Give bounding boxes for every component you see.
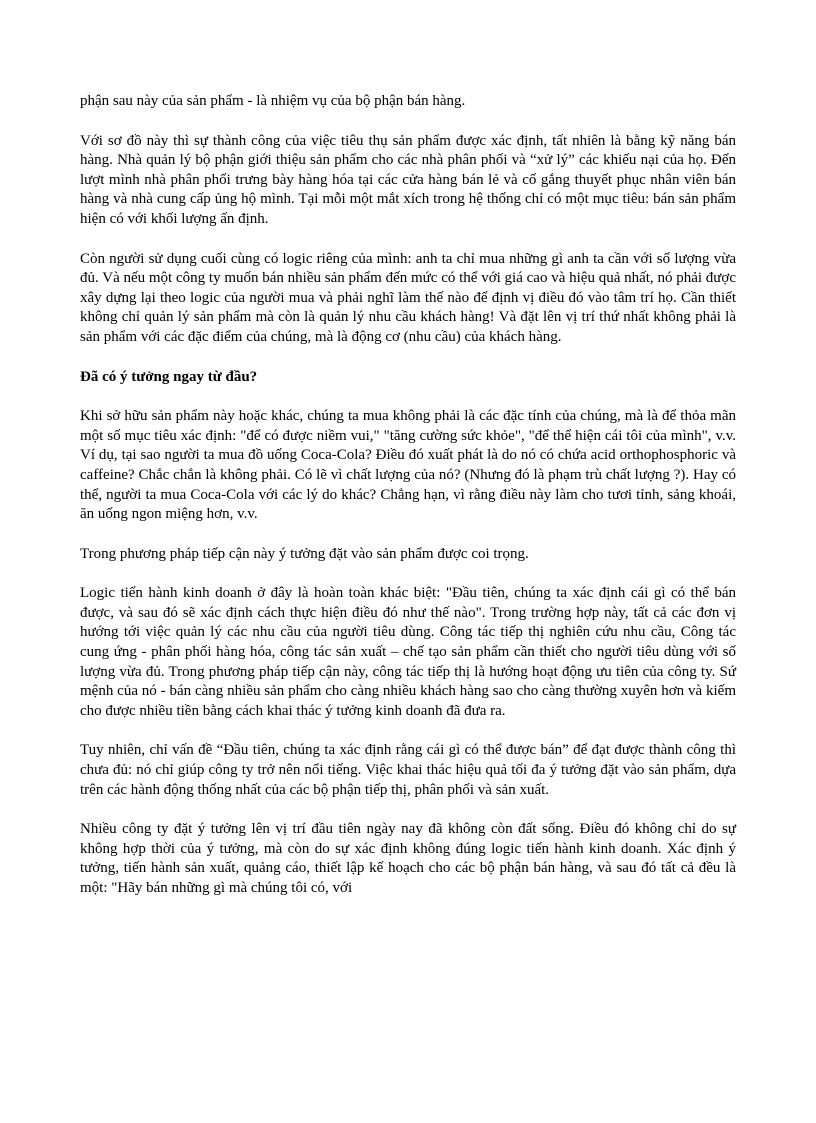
paragraph-4: Khi sở hữu sản phẩm này hoặc khác, chúng ta mua không phải là các đặc tính của chúng, mà là để thỏa mãn một số mục tiêu xác định: "để có được niềm vui," "tăng cường sức khỏe", "để thể hiện cái tôi của mình", v.v. Ví dụ, tại sao người ta mua đồ uống Coca-Cola? Điều đó xuất phát là do nó có chứa acid orthophosphoric và caffeine? Chắc chắn là không phải. Có lẽ vì chất lượng của nó? (Nhưng đó là phạm trù chất lượng ?). Hay có thể, người ta mua Coca-Cola với các lý do khác? Chẳng hạn, vì rằng điều này làm cho tươi tỉnh, sảng khoái, ăn uống ngon miệng hơn, v.v. xyxy=(80,408,736,523)
paragraph-6: Logic tiến hành kinh doanh ở đây là hoàn toàn khác biệt: "Đầu tiên, chúng ta xác định cái gì có thể bán được, và sau đó sẽ xác định cách thực hiện điều đó như thế nào". Trong trường hợp này, tất cả các đơn vị hướng tới việc quản lý các nhu cầu của người tiêu dùng. Công tác tiếp thị nghiên cứu nhu cầu, Công tác cung ứng - phân phối hàng hóa, công tác sản xuất – chế tạo sản phẩm cần thiết cho người tiêu dùng với số lượng vừa đủ. Trong phương pháp tiếp cận này, công tác tiếp thị là hướng hoạt động ưu tiên của công ty. Sứ mệnh của nó - bán càng nhiều sản phẩm cho càng nhiều khách hàng sao cho càng thường xuyên hơn và kiếm cho được nhiều tiền bằng cách khai thác ý tưởng kinh doanh đã đưa ra. xyxy=(80,585,736,719)
document-page xyxy=(80,92,736,919)
paragraph-8: Nhiều công ty đặt ý tưởng lên vị trí đầu tiên ngày nay đã không còn đất sống. Điều đó không chỉ do sự không hợp thời của ý tưởng, mà còn do sự xác định không đúng logic tiến hành kinh doanh. Xác định ý tưởng, tiến hành sản xuất, quảng cáo, thiết lập kế hoạch cho các bộ phận bán hàng, và sau đó tất cả đều là một: "Hãy bán những gì mà chúng tôi có, với xyxy=(80,821,736,896)
paragraph-5: Trong phương pháp tiếp cận này ý tưởng đặt vào sản phẩm được coi trọng. xyxy=(80,545,529,562)
paragraph-1: phận sau này của sản phẩm - là nhiệm vụ của bộ phận bán hàng. xyxy=(80,93,466,109)
paragraph-7: Tuy nhiên, chỉ vấn đề “Đầu tiên, chúng ta xác định rằng cái gì có thể được bán” để đạt được thành công thì chưa đủ: nó chỉ giúp công ty trở nên nổi tiếng. Việc khai thác hiệu quả tối đa ý tưởng đặt vào sản phẩm, dựa trên các hành động thống nhất của các bộ phận tiếp thị, phân phối và sản xuất. xyxy=(80,742,736,798)
paragraph-3: Còn người sử dụng cuối cùng có logic riêng của mình: anh ta chỉ mua những gì anh ta cần với số lượng vừa đủ. Và nếu một công ty muốn bán nhiều sản phẩm đến mức có thể với giá cao và hiệu quả nhất, nó phải được xây dựng lại theo logic của người mua và phải nghĩ làm thế nào để định vị điều đó vào tâm trí họ. Cần thiết không chỉ quản lý sản phẩm mà còn là quản lý nhu cầu khách hàng! Và đặt lên vị trí thứ nhất không phải là sản phẩm với các đặc điểm của chúng, mà là động cơ (nhu cầu) của khách hàng. xyxy=(80,250,736,345)
paragraph-2: Với sơ đồ này thì sự thành công của việc tiêu thụ sản phẩm được xác định, tất nhiên là bằng kỹ năng bán hàng. Nhà quản lý bộ phận giới thiệu sản phẩm cho các nhà phân phối và “xử lý” các khiếu nại của họ. Đến lượt mình nhà phân phối trưng bày hàng hóa tại các cửa hàng bán lẻ và cố gắng thuyết phục nhân viên bán hàng và nhà cung cấp ủng hộ mình. Tại mỗi một mắt xích trong hệ thống chỉ có một mục tiêu: bán sản phẩm hiện có với khối lượng ấn định. xyxy=(80,132,736,227)
section-heading: Đã có ý tưởng ngay từ đầu? xyxy=(80,368,258,385)
